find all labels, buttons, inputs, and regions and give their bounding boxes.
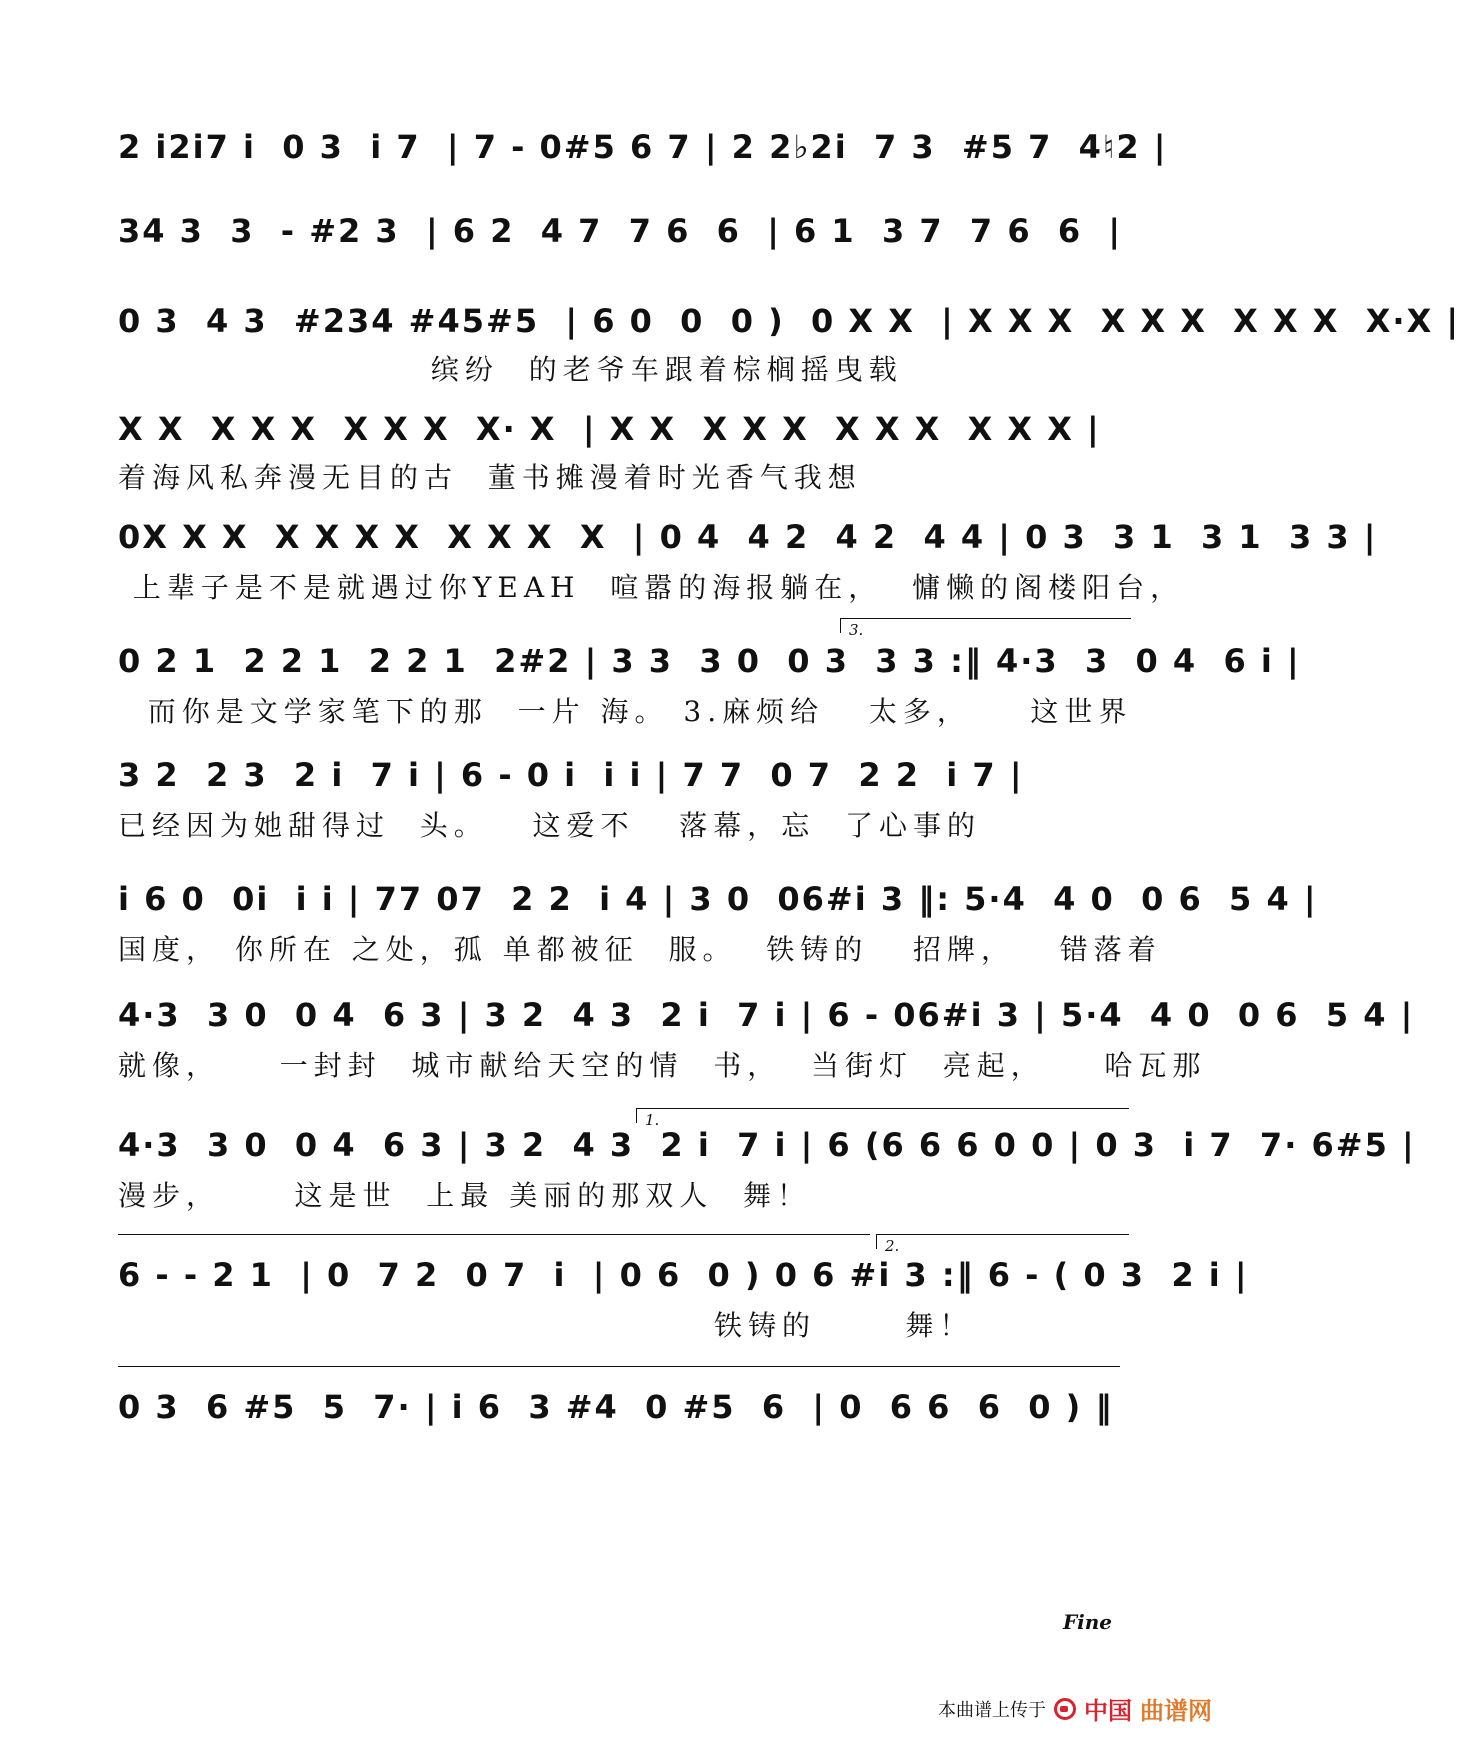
- lyric-line: 上辈子是不是就遇过你YEAH 喧嚣的海报躺在， 慵懒的阁楼阳台，: [118, 571, 1185, 604]
- lyric-line: 漫步， 这是世 上最 美丽的那双人 舞！: [118, 1179, 812, 1212]
- lyric-line: 而你是文学家笔下的那 一片 海。 3.麻烦给 太多， 这世界: [118, 695, 1133, 728]
- notation-line: 0 3 6 #5 5 7· | i 6 3 #4 0 #5 6 | 0 6 6 6 0 ) ‖: [118, 1388, 1114, 1426]
- lyric-line: 已经因为她甜得过 头。 这爱不 落幕，忘 了心事的: [118, 809, 982, 842]
- lyric-line: 铁铸的 舞！: [118, 1309, 974, 1342]
- notation-line: 3 2 2 3 2 i 7 i | 6 - 0 i i i | 7 7 0 7 2 2 i 7 |: [118, 756, 1024, 794]
- notation-line: i 6 0 0i i i | 77 07 2 2 i 4 | 3 0 06#i 3 ‖: 5·4 4 0 0 6 5 4 |: [118, 880, 1318, 918]
- upload-text: 本曲谱上传于: [938, 1699, 1046, 1721]
- footer-credit: [938, 1691, 1212, 1726]
- notation-line: 4·3 3 0 0 4 6 3 | 3 2 4 3 2 i 7 i | 6 - 06#i 3 | 5·4 4 0 0 6 5 4 |: [118, 996, 1415, 1034]
- volta-label: 1.: [645, 1111, 660, 1129]
- volta-label: 3.: [849, 621, 864, 639]
- notation-line: 2 i2i7 i 0 3 i 7 | 7 - 0#5 6 7 | 2 2♭2i 7 3 #5 7 4♮2 |: [118, 128, 1168, 166]
- notation-line: 0X X X X X X X X X X X | 0 4 4 2 4 2 4 4 | 0 3 3 1 3 1 3 3 |: [118, 518, 1378, 556]
- notation-line: 0 3 4 3 #234 #45#5 | 6 0 0 0 ) 0 X X | X X X X X X X X X X·X |: [118, 302, 1460, 340]
- notation-line: X X X X X X X X X· X | X X X X X X X X X X X |: [118, 410, 1101, 448]
- site-logo-icon: [1054, 1698, 1076, 1720]
- volta-bracket-continuation: [118, 1366, 1120, 1381]
- notation-line: 4·3 3 0 0 4 6 3 | 3 2 4 3 2 i 7 i | 6 (6 6 6 0 0 | 0 3 i 7 7· 6#5 |: [118, 1126, 1416, 1164]
- volta-label: 2.: [885, 1237, 900, 1255]
- lyric-line: 缤纷 的老爷车跟着棕榈摇曳载: [118, 353, 903, 386]
- volta-bracket-second: [876, 1234, 1129, 1255]
- notation-line: 0 2 1 2 2 1 2 2 1 2#2 | 3 3 3 0 0 3 3 3 :‖ 4·3 3 0 4 6 i |: [118, 642, 1301, 680]
- lyric-line: 着海风私奔漫无目的古 董书摊漫着时光香气我想: [118, 461, 862, 494]
- fine-marking: Fine: [1062, 1610, 1112, 1634]
- volta-bracket-third: [840, 618, 1131, 639]
- notation-line: 6 - - 2 1 | 0 7 2 0 7 i | 0 6 0 ) 0 6 #i 3 :‖ 6 - ( 0 3 2 i |: [118, 1256, 1249, 1294]
- brand-name-orange: 曲谱网: [1140, 1697, 1212, 1725]
- lyric-line: 国度， 你所在 之处，孤 单都被征 服。 铁铸的 招牌， 错落着: [118, 933, 1162, 966]
- volta-bracket-continuation: [118, 1234, 870, 1249]
- lyric-line: 就像， 一封封 城市献给天空的情 书， 当街灯 亮起， 哈瓦那: [118, 1049, 1207, 1082]
- volta-bracket-first: [636, 1108, 1129, 1129]
- notation-line: 34 3 3 - #2 3 | 6 2 4 7 7 6 6 | 6 1 3 7 7 6 6 |: [118, 212, 1123, 250]
- brand-name-red: 中国: [1084, 1697, 1132, 1725]
